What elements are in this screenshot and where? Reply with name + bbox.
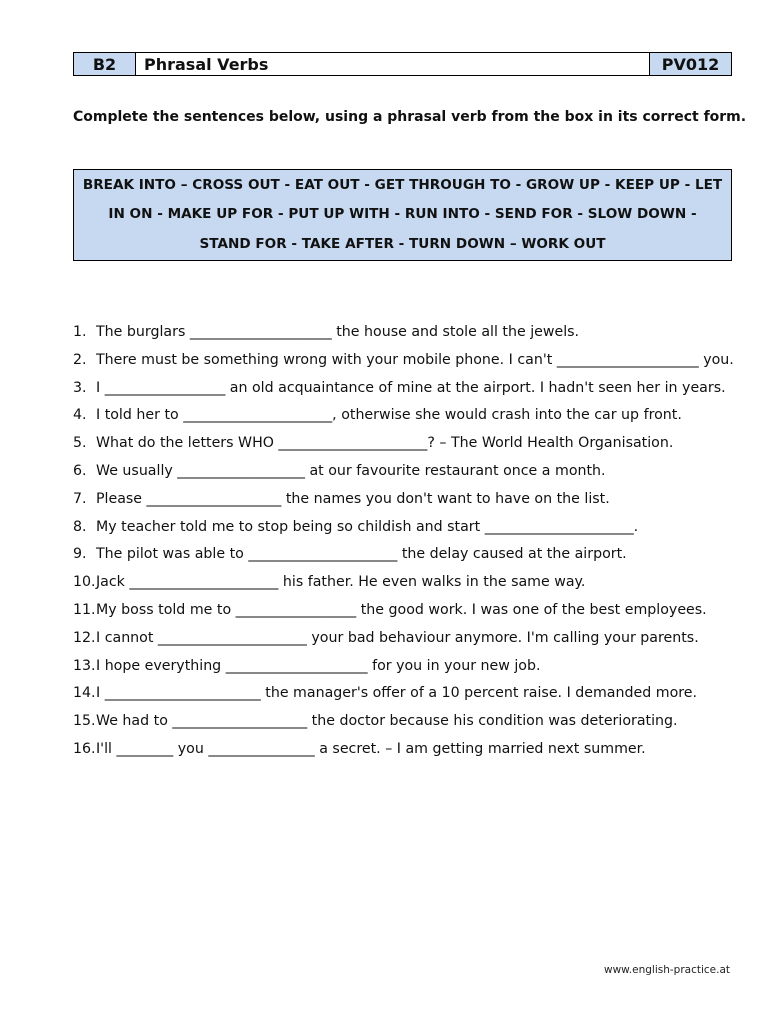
exercise-item [73,347,743,375]
word-box [73,169,732,261]
exercise-item [73,514,743,542]
exercise-item [73,430,743,458]
item-text: I told her to _____________________, otherwise she would crash into the car up front. [96,407,682,424]
item-text: The pilot was able to _____________________ the delay caused at the airport. [96,546,627,563]
footer-url: www.english-practice.at [603,964,730,976]
item-number: 15. [73,713,96,730]
item-number: 16. [73,740,96,757]
exercise-item [73,625,743,653]
exercise-list [73,319,743,764]
item-text: I ______________________ the manager's offer of a 10 percent raise. I demanded more. [96,685,698,702]
level-cell: B2 [74,53,136,75]
item-text: We had to ___________________ the doctor because his condition was deteriorating. [96,713,678,730]
item-text: We usually __________________ at our favourite restaurant once a month. [96,462,606,479]
item-number: 13. [73,657,96,674]
item-number: 4. [73,407,87,424]
item-text: I hope everything ____________________ for you in your new job. [96,657,541,674]
item-number: 11. [73,601,96,618]
item-number: 5. [73,435,87,452]
exercise-item [73,653,743,681]
item-number: 8. [73,518,87,535]
exercise-item [73,402,743,430]
item-text: Please ___________________ the names you don't want to have on the list. [96,490,610,507]
item-number: 3. [73,379,87,396]
word-box-text: BREAK INTO – CROSS OUT - EAT OUT - GET THROUGH TO - GROW UP - KEEP UP - LET IN ON - MAKE UP FOR - PUT UP WITH - RUN INTO - SEND FOR - SLOW DOWN - STAND FOR - TAKE AFTER - TURN DOWN – WORK OUT [82,176,723,252]
item-number: 14. [73,685,96,702]
item-number: 6. [73,462,87,479]
item-text: My boss told me to _________________ the good work. I was one of the best employees. [96,601,707,618]
item-text: There must be something wrong with your mobile phone. I can't ____________________ you. [96,351,734,368]
exercise-item [73,319,743,347]
item-text: Jack _____________________ his father. He even walks in the same way. [96,574,586,591]
code-cell: PV012 [650,53,731,75]
exercise-item [73,569,743,597]
item-number: 9. [73,546,87,563]
instruction-text: Complete the sentences below, using a phrasal verb from the box in its correct form. [73,109,747,125]
exercise-item [73,680,743,708]
item-text: My teacher told me to stop being so childish and start _____________________. [96,518,639,535]
item-number: 2. [73,351,87,368]
item-text: The burglars ____________________ the house and stole all the jewels. [96,324,580,340]
item-text: I'll ________ you _______________ a secret. – I am getting married next summer. [96,740,646,757]
title-cell: Phrasal Verbs [136,53,650,75]
exercise-item [73,541,743,569]
worksheet-header [73,52,732,76]
item-number: 10. [73,574,96,591]
item-text: I cannot _____________________ your bad behaviour anymore. I'm calling your parents. [96,629,699,646]
exercise-item [73,708,743,736]
exercise-item [73,597,743,625]
item-text: What do the letters WHO _____________________? – The World Health Organisation. [96,435,674,452]
item-text: I _________________ an old acquaintance of mine at the airport. I hadn't seen her in years. [96,379,726,396]
exercise-item [73,736,743,764]
item-number: 7. [73,490,87,507]
item-number: 12. [73,629,96,646]
item-number: 1. [73,324,87,340]
exercise-item [73,458,743,486]
exercise-item [73,486,743,514]
exercise-item [73,375,743,403]
